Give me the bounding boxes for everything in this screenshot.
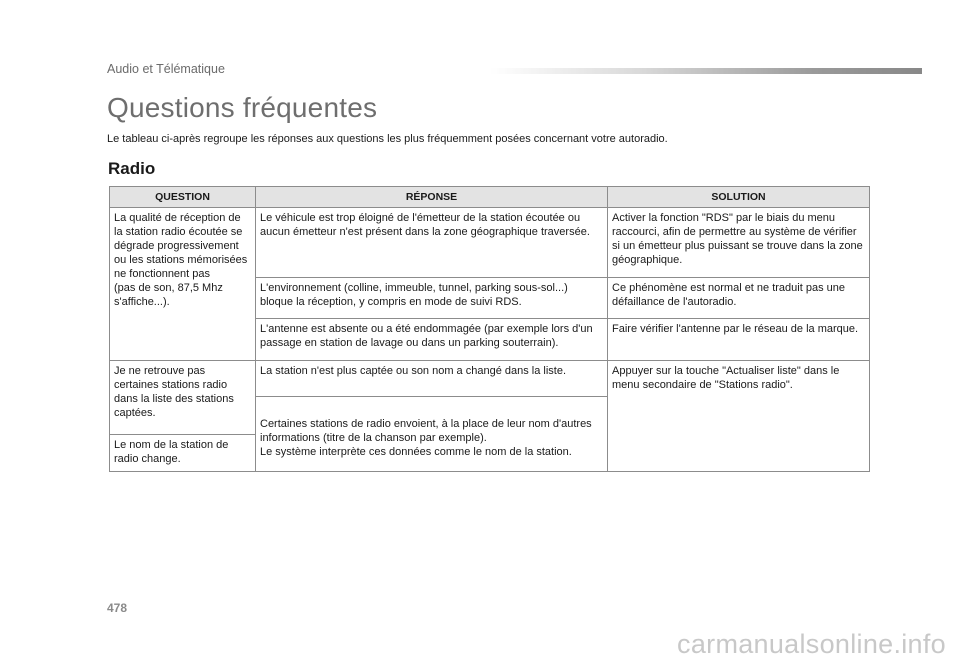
subsection-heading: Radio xyxy=(108,159,156,178)
page-title: Questions fréquentes xyxy=(107,92,378,123)
answer-cell: L'environnement (colline, immeuble, tunnel, parking sous-sol...) bloque la réception, y compris en mode de suivi RDS. xyxy=(256,278,608,319)
question-cell: La qualité de réception de la station radio écoutée se dégrade progressivement ou les stations mémorisées ne fonctionnent pas (pas de son, 87,5 Mhz s'affiche...). xyxy=(110,208,256,361)
solution-cell: Faire vérifier l'antenne par le réseau de la marque. xyxy=(608,319,870,361)
column-header-solution: SOLUTION xyxy=(608,187,870,208)
table-row xyxy=(110,208,870,278)
table-row xyxy=(110,361,870,397)
header-gradient-rule xyxy=(490,68,922,74)
answer-cell: L'antenne est absente ou a été endommagée (par exemple lors d'un passage en station de lavage ou dans un parking souterrain). xyxy=(256,319,608,361)
table-header-row xyxy=(110,187,870,208)
answer-cell: Le véhicule est trop éloigné de l'émetteur de la station écoutée ou aucun émetteur n'est présent dans la zone géographique traversée. xyxy=(256,208,608,278)
solution-cell: Appuyer sur la touche "Actualiser liste" dans le menu secondaire de "Stations radio". xyxy=(608,361,870,472)
section-header-label: Audio et Télématique xyxy=(107,62,225,76)
answer-cell: La station n'est plus captée ou son nom a changé dans la liste. xyxy=(256,361,608,397)
solution-cell: Activer la fonction "RDS" par le biais du menu raccourci, afin de permettre au système de vérifier si un émetteur plus puissant se trouve dans la zone géographique. xyxy=(608,208,870,278)
column-header-answer: RÉPONSE xyxy=(256,187,608,208)
intro-paragraph: Le tableau ci-après regroupe les réponses aux questions les plus fréquemment posées concernant votre autoradio. xyxy=(107,133,668,145)
solution-cell: Ce phénomène est normal et ne traduit pas une défaillance de l'autoradio. xyxy=(608,278,870,319)
page-number: 478 xyxy=(107,601,128,615)
question-cell: Le nom de la station de radio change. xyxy=(110,435,256,472)
answer-cell: Certaines stations de radio envoient, à la place de leur nom d'autres informations (titre de la chanson par exemple). Le système interprète ces données comme le nom de la station. xyxy=(256,397,608,472)
watermark: carmanualsonline.info xyxy=(677,629,946,659)
question-cell: Je ne retrouve pas certaines stations radio dans la liste des stations captées. xyxy=(110,361,256,435)
faq-table xyxy=(109,186,870,472)
column-header-question: QUESTION xyxy=(110,187,256,208)
